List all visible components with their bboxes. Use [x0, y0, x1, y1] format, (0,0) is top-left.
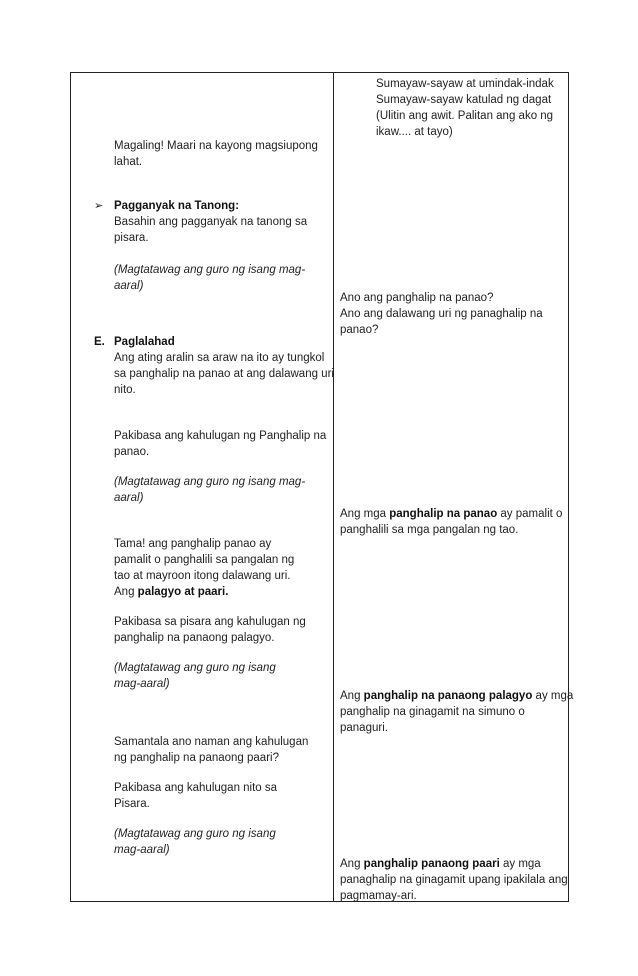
question-line-3: panao? — [340, 324, 379, 336]
def2-suffix: ay mga — [532, 690, 574, 702]
def1-suffix: ay pamalit o — [497, 508, 563, 520]
tawag-3-line-1: (Magtatawag ang guro ng isang — [114, 662, 276, 674]
section-e-letter: E. — [94, 336, 105, 348]
song-line-2: Sumayaw-sayaw katulad ng dagat — [376, 94, 552, 106]
magaling-line-1: Magaling! Maari na kayong magsiupong — [114, 140, 318, 152]
tawag-2-line-2: aaral) — [114, 492, 144, 504]
column-divider — [333, 72, 334, 902]
tawag-4-line-1: (Magtatawag ang guro ng isang — [114, 828, 276, 840]
def1-prefix: Ang mga — [340, 508, 390, 520]
paglalahad-line-2: sa panghalip na panao at ang dalawang uri — [114, 368, 334, 380]
tama-line-4 — [114, 584, 228, 600]
def3-bold: panghalip panaong paari — [363, 858, 500, 870]
tama-line-2: pamalit o panghalili sa pangalan ng — [114, 554, 295, 566]
paglalahad-line-1: Ang ating aralin sa araw na ito ay tungkol — [114, 352, 325, 364]
tawag-4-line-2: mag-aaral) — [114, 844, 170, 856]
tawag-1-line-1: (Magtatawag ang guro ng isang mag- — [114, 264, 306, 276]
def2-bold: panghalip na panaong palagyo — [363, 690, 533, 702]
pakibasa-1-line-1: Pakibasa ang kahulugan ng Panghalip na — [114, 430, 327, 442]
definition-1-line-2: panghalili sa mga pangalan ng tao. — [340, 524, 519, 536]
arrow-bullet-icon: ➢ — [94, 200, 104, 212]
pakibasa-3-line-2: Pisara. — [114, 798, 150, 810]
pakibasa-1-line-2: panao. — [114, 446, 150, 458]
question-line-1: Ano ang panghalip na panao? — [340, 292, 494, 304]
pakibasa-2-line-1: Pakibasa sa pisara ang kahulugan ng — [114, 616, 306, 628]
song-line-3: (Ulitin ang awit. Palitan ang ako ng — [376, 110, 554, 122]
def3-prefix: Ang — [340, 858, 364, 870]
pagganyak-heading: Pagganyak na Tanong: — [114, 200, 240, 212]
tawag-3-line-2: mag-aaral) — [114, 678, 170, 690]
song-line-4: ikaw.... at tayo) — [376, 126, 453, 138]
samantala-line-2: ng panghalip na panaong paari? — [114, 752, 279, 764]
paglalahad-line-3: nito. — [114, 384, 136, 396]
definition-2-line-1 — [340, 688, 573, 704]
definition-3-line-1 — [340, 856, 541, 872]
tama-line-1: Tama! ang panghalip panao ay — [114, 538, 272, 550]
def2-prefix: Ang — [340, 690, 364, 702]
pakibasa-2-line-2: panghalip na panaong palagyo. — [114, 632, 275, 644]
tama-line-3: tao at mayroon itong dalawang uri. — [114, 570, 291, 582]
question-line-2: Ano ang dalawang uri ng panaghalip na — [340, 308, 543, 320]
tawag-2-line-1: (Magtatawag ang guro ng isang mag- — [114, 476, 306, 488]
tawag-1-line-2: aaral) — [114, 280, 144, 292]
song-line-1: Sumayaw-sayaw at umindak-indak — [376, 78, 554, 90]
definition-2-line-3: panaguri. — [340, 722, 388, 734]
def1-bold: panghalip na panao — [389, 508, 498, 520]
pakibasa-3-line-1: Pakibasa ang kahulugan nito sa — [114, 782, 278, 794]
definition-3-line-2: panaghalip na ginagamit upang ipakilala ang — [340, 874, 568, 886]
paglalahad-heading: Paglalahad — [114, 336, 175, 348]
palagyo-paari-bold: palagyo at paari. — [137, 586, 229, 598]
magaling-line-2: lahat. — [114, 156, 143, 168]
samantala-line-1: Samantala ano naman ang kahulugan — [114, 736, 309, 748]
definition-3-line-3: pagmamay-ari. — [340, 890, 417, 902]
pagganyak-line-1: Basahin ang pagganyak na tanong sa — [114, 216, 308, 228]
definition-2-line-2: panghalip na ginagamit na simuno o — [340, 706, 525, 718]
tama-prefix: Ang — [114, 586, 138, 598]
pagganyak-line-2: pisara. — [114, 232, 149, 244]
definition-1-line-1 — [340, 506, 562, 522]
def3-suffix: ay mga — [499, 858, 541, 870]
